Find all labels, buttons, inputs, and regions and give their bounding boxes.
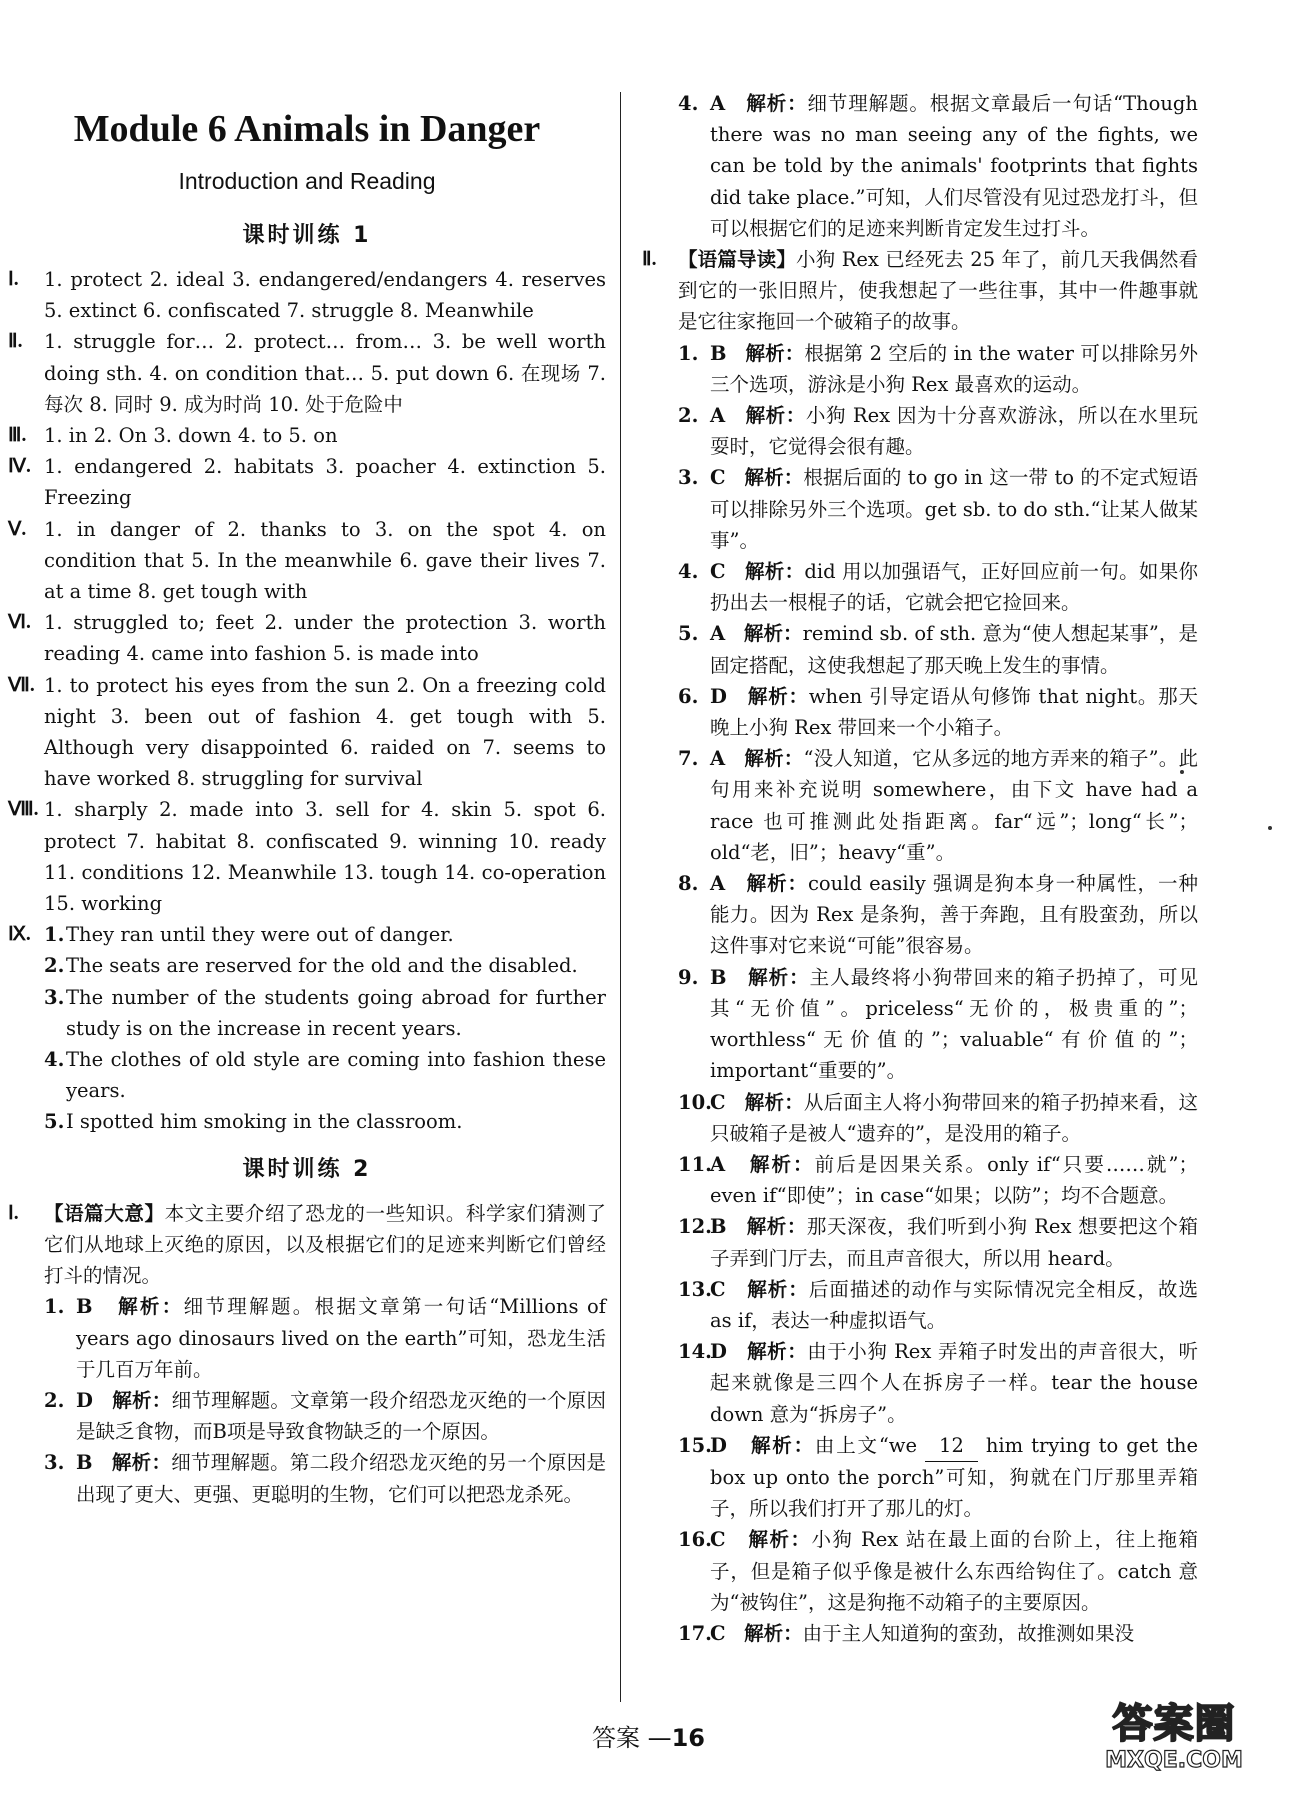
answer-letter: A — [710, 622, 726, 646]
answer-text: 根据后面的 to go in 这一带 to 的不定式短语可以排除另外三个选项。get sb. to do sth.“让某人做某事”。 — [710, 466, 1198, 552]
answer-text: 细节理解题。根据文章第一句话“Millions of years ago dinosaurs lived on the earth”可知，恐龙生活于几百万年前。 — [76, 1295, 606, 1381]
answer-item — [642, 1336, 1198, 1430]
answer-number: 5. — [678, 622, 699, 646]
lesson2-part2-answers-end — [642, 1524, 1198, 1649]
answer-letter: B — [710, 965, 727, 989]
analysis-label: 解析： — [747, 1340, 808, 1364]
answer-letter: B — [76, 1295, 93, 1319]
section-numeral: Ⅵ. — [8, 612, 31, 634]
analysis-label: 解析： — [745, 560, 805, 584]
analysis-label: 解析： — [750, 1433, 815, 1457]
answer-letter: C — [710, 1528, 726, 1552]
answer-text: 从后面主人将小狗带回来的箱子扔掉来看，这只破箱子是被人“遗弃的”，是没用的箱子。 — [710, 1090, 1198, 1145]
section-numeral: Ⅱ. — [642, 249, 657, 271]
answer-text: 小狗 Rex 站在最上面的台阶上，往上拖箱子，但是箱子似乎像是被什么东西给钩住了。catch 意为“被钩住”，这是狗拖不动箱子的主要原因。 — [710, 1528, 1198, 1614]
lesson1-section-1 — [8, 264, 606, 326]
analysis-label: 解析： — [744, 1621, 803, 1645]
answer-letter: A — [710, 747, 726, 771]
part2-text: 小狗 Rex 已经死去 25 年了，前几天我偶然看到它的一张旧照片，使我想起了一些往事，其中一件趣事就是它往家拖回一个破箱子的故事。 — [678, 248, 1198, 334]
right-column — [642, 88, 1198, 1649]
answer-number: 10. — [678, 1090, 712, 1114]
lesson2-title: 课时训练 2 — [242, 1156, 372, 1182]
sentence-number: 1. — [44, 923, 65, 947]
answer-text: 细节理解题。根据文章最后一句话“Though there was no man seeing any of the fights, we can be told by the animals' footprints that fights did take place.”可知，人们尽管没有见过恐龙打斗，但可以根据它们的足迹来判断肯定发生过打斗。 — [710, 92, 1198, 240]
section-answers: 1. to protect his eyes from the sun 2. On a freezing cold night 3. been out of fashion 4. get tough with 5. Although very disappointed 6. raided on 7. seems to have worked 8. struggling for survival — [44, 673, 606, 791]
analysis-label: 解析： — [746, 1215, 807, 1239]
answer-number: 15. — [678, 1433, 712, 1457]
section-numeral: Ⅸ. — [8, 924, 31, 946]
watermark-logo: 答案圈 — [1112, 1701, 1236, 1747]
answer-number: 8. — [678, 872, 699, 896]
answer-item — [642, 400, 1198, 462]
answer-body — [76, 1447, 606, 1509]
answer-item — [642, 1618, 1198, 1649]
analysis-label: 解析： — [749, 1152, 815, 1176]
answer-text: did 用以加强语气，正好回应前一句。如果你扔出去一根棍子的话，它就会把它捡回来。 — [710, 560, 1198, 615]
answer-body — [710, 1087, 1198, 1149]
answer-body — [710, 1274, 1198, 1336]
answer-letter: A — [710, 404, 726, 428]
lesson2-intro — [8, 1198, 606, 1292]
answer-body — [710, 88, 1198, 244]
analysis-label: 解析： — [743, 622, 803, 646]
answer-body — [76, 1385, 606, 1447]
section-answers: 1. in danger of 2. thanks to 3. on the spot 4. on condition that 5. In the meanwhile 6. gave their lives 7. at a time 8. get tough with — [44, 517, 606, 604]
lesson2-answers-right — [642, 88, 1198, 244]
answer-body — [710, 681, 1198, 743]
analysis-label: 解析： — [118, 1295, 184, 1319]
footer-separator: — — [647, 1724, 672, 1752]
analysis-label: 解析： — [111, 1451, 172, 1475]
answer-item — [642, 1087, 1198, 1149]
answer-letter: A — [710, 92, 726, 115]
analysis-label: 解析： — [747, 684, 809, 708]
answer-item — [642, 1274, 1198, 1336]
module-subtitle: Introduction and Reading — [178, 168, 436, 194]
lesson2-part2-answers — [642, 338, 1198, 1430]
lesson1-section-5 — [8, 514, 606, 608]
analysis-label: 解析： — [746, 92, 808, 115]
answer-letter: D — [710, 684, 727, 708]
answer-letter: D — [710, 1433, 727, 1457]
translation-sentences — [44, 919, 606, 1137]
section-answers: 1. in 2. On 3. down 4. to 5. on — [44, 424, 338, 448]
sentence-text: The number of the students going abroad for further study is on the increase in recent years. — [66, 985, 606, 1040]
answer-item-15 — [642, 1430, 1198, 1525]
lesson1-section-8 — [8, 794, 606, 919]
section-numeral: Ⅷ. — [8, 799, 39, 821]
answer-letter: A — [710, 1152, 726, 1176]
intro-tag: 【语篇大意】 — [44, 1201, 165, 1225]
answer-letter: A — [710, 872, 726, 896]
answer-letter: B — [710, 1215, 727, 1239]
sentence-number: 3. — [44, 985, 65, 1009]
analysis-label: 解析： — [745, 341, 805, 365]
answer-number: 3. — [44, 1451, 65, 1475]
answer-body — [710, 962, 1198, 1087]
answer-text: 由于主人知道狗的蛮劲，故推测如果没 — [802, 1621, 1135, 1645]
lesson1-sections — [8, 264, 606, 919]
section-numeral: Ⅳ. — [8, 456, 31, 478]
section-numeral: Ⅰ. — [8, 269, 19, 290]
answer-item — [8, 1447, 606, 1509]
answer-number: 2. — [44, 1388, 65, 1412]
answer-item — [642, 743, 1198, 868]
answer-number: 14. — [678, 1340, 712, 1364]
answer-text: 小狗 Rex 因为十分喜欢游泳，所以在水里玩耍时，它觉得会很有趣。 — [710, 404, 1198, 459]
answer-text: could easily 强调是狗本身一种属性，一种能力。因为 Rex 是条狗，善于奔跑，且有股蛮劲，所以这件事对它来说“可能”很容易。 — [710, 872, 1198, 958]
section-answers: 1. struggled to; feet 2. under the protection 3. worth reading 4. came into fashion 5. is made into — [44, 611, 606, 666]
section-answers: 1. sharply 2. made into 3. sell for 4. skin 5. spot 6. protect 7. habitat 8. confiscated 9. winning 10. ready 11. conditions 12. Meanwhile 13. tough 14. co-operation 15. working — [44, 798, 606, 916]
answer-number: 13. — [678, 1277, 712, 1301]
translation-sentence — [44, 1044, 606, 1106]
answer-number: 9. — [678, 965, 699, 989]
answer-letter: C — [710, 1090, 726, 1114]
answer-body — [76, 1291, 606, 1385]
answer-text: when 引导定语从句修饰 that night。那天晚上小狗 Rex 带回来一个小箱子。 — [710, 684, 1198, 740]
analysis-label: 解析： — [744, 747, 804, 771]
lesson2-part2 — [642, 244, 1198, 338]
sentence-number: 2. — [44, 954, 65, 978]
answer-body — [710, 1618, 1198, 1649]
section-answers: 1. struggle for… 2. protect… from… 3. be well worth doing sth. 4. on condition that… 5. put down 6. 在现场 7. 每次 8. 同时 9. 成为时尚 10. 处于危险中 — [44, 330, 606, 416]
answer-body — [710, 400, 1198, 462]
answer-item — [642, 338, 1198, 400]
answer-text-pre: 由上文“we — [814, 1433, 918, 1457]
answer-body — [710, 618, 1198, 680]
answer-item — [8, 1385, 606, 1447]
answer-body — [710, 1149, 1198, 1211]
answer-number: 3. — [678, 466, 699, 490]
translation-sentence — [44, 982, 606, 1044]
answer-body — [710, 462, 1198, 556]
answer-body — [710, 743, 1198, 868]
sentence-text: The clothes of old style are coming into fashion these years. — [66, 1048, 606, 1103]
answer-item — [642, 868, 1198, 962]
section-numeral: Ⅴ. — [8, 518, 27, 540]
analysis-label: 解析： — [744, 466, 804, 490]
part2-tag: 【语篇导读】 — [678, 248, 796, 272]
answer-text: 主人最终将小狗带回来的箱子扔掉了，可见其“无价值”。priceless“无价的，极贵重的”；worthless“无价值的”；valuable“有价值的”；important“重要的”。 — [710, 965, 1198, 1083]
answer-number: 2. — [678, 404, 699, 428]
section-numeral: Ⅰ. — [8, 1202, 19, 1224]
sentence-text: They ran until they were out of danger. — [66, 923, 454, 947]
answer-item — [8, 1291, 606, 1385]
lesson1-section-6 — [8, 607, 606, 669]
lesson1-section-4 — [8, 451, 606, 513]
answer-letter: B — [710, 341, 727, 365]
sentence-text: The seats are reserved for the old and the disabled. — [66, 954, 578, 978]
answer-number: 12. — [678, 1215, 712, 1239]
stray-mark — [1268, 826, 1272, 830]
answer-number: 6. — [678, 684, 699, 708]
answer-text: 细节理解题。第二段介绍恐龙灭绝的另一个原因是出现了更大、更强、更聪明的生物，它们可以把恐龙杀死。 — [76, 1451, 606, 1506]
page-number: 16 — [671, 1724, 706, 1752]
answer-text: 细节理解题。文章第一段介绍恐龙灭绝的一个原因是缺乏食物，而B项是导致食物缺乏的一个原因。 — [76, 1388, 606, 1444]
answer-item — [642, 618, 1198, 680]
module-title: Module 6 Animals in Danger — [73, 108, 541, 150]
section-numeral: Ⅱ. — [8, 331, 23, 353]
answer-text: 前后是因果关系。only if“只要……就”；even if“即使”；in case“如果；以防”；均不合题意。 — [710, 1152, 1198, 1208]
section-numeral: Ⅶ. — [8, 674, 35, 696]
answer-number: 11. — [678, 1152, 712, 1176]
answer-letter: C — [710, 1621, 726, 1645]
column-divider — [620, 92, 621, 1702]
answer-body — [710, 868, 1198, 962]
answer-text: 由于小狗 Rex 弄箱子时发出的声音很大，听起来就像是三四个人在拆房子一样。tear the house down 意为“拆房子”。 — [710, 1340, 1198, 1426]
footer-label: 答案 — [591, 1724, 640, 1752]
analysis-label: 解析： — [747, 1277, 809, 1301]
answer-text: 根据第 2 空后的 in the water 可以排除另外三个选项，游泳是小狗 Rex 最喜欢的运动。 — [710, 341, 1198, 396]
answer-text: remind sb. of sth. 意为“使人想起某事”，是固定搭配，这使我想起了那天晚上发生的事情。 — [710, 622, 1198, 677]
answer-number: 4. — [678, 92, 699, 115]
analysis-label: 解析： — [746, 872, 809, 896]
analysis-label: 解析： — [112, 1388, 172, 1412]
answer-body — [710, 1336, 1198, 1430]
answer-body — [710, 556, 1198, 618]
section-answers: 1. protect 2. ideal 3. endangered/endangers 4. reserves 5. extinct 6. confiscated 7. struggle 8. Meanwhile — [44, 268, 606, 323]
answer-text: “没人知道，它从多远的地方弄来的箱子”。此句用来补充说明 somewhere，由下文 have had a race 也可推测此处指距离。far“远”；long“长”；old“老，旧”；heavy“重”。 — [710, 747, 1198, 864]
answer-text: 那天深夜，我们听到小狗 Rex 想要把这个箱子弄到门厅去，而且声音很大，所以用 heard。 — [710, 1215, 1198, 1270]
answer-body — [710, 1211, 1198, 1273]
answer-item — [642, 1524, 1198, 1618]
stray-mark — [1180, 770, 1184, 774]
watermark — [1087, 1700, 1261, 1780]
answer-letter: C — [710, 466, 726, 490]
left-column — [8, 88, 606, 1510]
answer-text: 后面描述的动作与实际情况完全相反，故选 as if，表达一种虚拟语气。 — [710, 1277, 1198, 1332]
answer-item — [642, 88, 1198, 244]
answer-text-post: him trying to get the box up onto the porch”可知，狗就在门厅那里弄箱子，所以我们打开了那儿的灯。 — [710, 1433, 1199, 1521]
answer-number: 1. — [678, 341, 699, 365]
lesson1-section-7 — [8, 670, 606, 795]
section-answers: 1. endangered 2. habitats 3. poacher 4. extinction 5. Freezing — [44, 455, 606, 510]
intro-text: 本文主要介绍了恐龙的一些知识。科学家们猜测了它们从地球上灭绝的原因，以及根据它们的足迹来判断它们曾经打斗的情况。 — [44, 1201, 606, 1288]
answer-letter: B — [76, 1451, 93, 1475]
answer-letter: C — [710, 560, 726, 584]
lesson1-section-3 — [8, 420, 606, 451]
analysis-label: 解析： — [744, 1090, 804, 1114]
lesson1-title: 课时训练 1 — [242, 223, 372, 248]
answer-number: 4. — [678, 560, 699, 584]
lesson1-section-9 — [8, 919, 606, 1137]
translation-sentence — [44, 919, 606, 950]
answer-item — [642, 462, 1198, 556]
answer-item — [642, 962, 1198, 1087]
section-numeral: Ⅲ. — [8, 425, 27, 447]
answer-number: 1. — [44, 1295, 65, 1319]
answer-body — [710, 1524, 1198, 1618]
translation-sentence — [44, 1106, 606, 1137]
answer-letter: D — [76, 1388, 93, 1412]
analysis-label: 解析： — [748, 965, 810, 989]
sentence-number: 4. — [44, 1048, 65, 1072]
answer-letter: C — [710, 1277, 726, 1301]
analysis-label: 解析： — [745, 404, 806, 428]
sentence-number: 5. — [44, 1110, 65, 1134]
watermark-site: MXQE.COM — [1105, 1748, 1243, 1773]
analysis-label: 解析： — [748, 1528, 812, 1552]
sentence-text: I spotted him smoking in the classroom. — [66, 1110, 463, 1134]
answer-number: 17. — [678, 1621, 712, 1645]
answer-number: 16. — [678, 1528, 712, 1552]
translation-sentence — [44, 950, 606, 981]
answer-item — [642, 1149, 1198, 1211]
blank-number: 12 — [925, 1430, 978, 1462]
answer-body — [710, 338, 1198, 400]
answer-item — [642, 1211, 1198, 1273]
answer-number: 7. — [678, 747, 699, 771]
lesson2-answers-left — [8, 1291, 606, 1509]
answer-item — [642, 681, 1198, 743]
lesson1-section-2 — [8, 326, 606, 420]
answer-letter: D — [710, 1340, 727, 1364]
answer-item — [642, 556, 1198, 618]
